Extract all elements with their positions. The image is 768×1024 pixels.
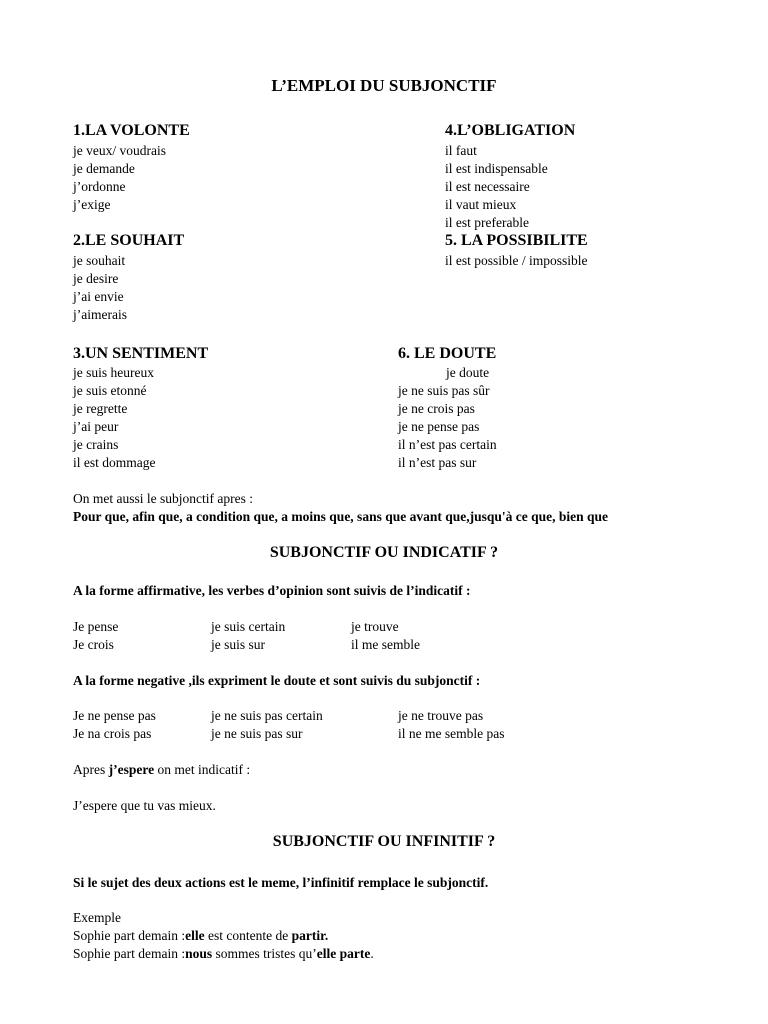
souhait-item: je souhait: [73, 253, 126, 268]
sentiment-item: je suis etonné: [73, 383, 147, 398]
espere-example: J’espere que tu vas mieux.: [73, 798, 216, 813]
conjunctions-list: Pour que, afin que, a condition que, a moins que, sans que avant que,jusqu'à ce que, bien que: [73, 509, 609, 524]
example-2: [73, 945, 374, 963]
souhait-item: j’aimerais: [73, 307, 127, 322]
negative-row-1-col-2: je ne suis pas certain: [211, 708, 323, 723]
example-2-a: Sophie part demain :: [73, 946, 186, 961]
sentiment-item: il est dommage: [73, 455, 156, 470]
page-title: L’EMPLOI DU SUBJONCTIF: [271, 76, 497, 95]
heading-obligation: 4.L’OBLIGATION: [445, 122, 576, 139]
sentiment-item: j’ai peur: [73, 419, 119, 434]
list-souhait: [73, 252, 127, 324]
affirmative-row-2-col-1: Je crois: [73, 637, 114, 652]
souhait-item: je desire: [73, 271, 119, 286]
example-1-b: elle: [185, 928, 205, 943]
espere-after: on met indicatif :: [154, 762, 251, 777]
heading-sentiment: 3.UN SENTIMENT: [73, 345, 209, 362]
heading-souhait: 2.LE SOUHAIT: [73, 232, 185, 249]
list-sentiment: [73, 364, 155, 472]
sentiment-item: je crains: [73, 437, 119, 452]
negative-row-2-col-1: Je na crois pas: [73, 726, 152, 741]
affirmative-row-1-col-3: je trouve: [351, 619, 399, 634]
example-1-d: partir.: [291, 928, 329, 943]
negative-rule: A la forme negative ,ils expriment le doute et sont suivis du subjonctif :: [73, 673, 481, 688]
negative-row-2-col-2: je ne suis pas sur: [211, 726, 303, 741]
volonte-item: j’exige: [73, 197, 111, 212]
list-volonte: [73, 142, 166, 214]
volonte-item: j’ordonne: [73, 179, 126, 194]
possibilite-item: il est possible / impossible: [445, 253, 588, 268]
heading-indicatif: SUBJONCTIF OU INDICATIF ?: [269, 544, 499, 561]
souhait-item: j’ai envie: [73, 289, 124, 304]
list-possibilite: [445, 252, 588, 270]
example-1-a: Sophie part demain :: [73, 928, 186, 943]
sentiment-item: je regrette: [73, 401, 128, 416]
espere-rule: [73, 761, 250, 779]
example-2-d: elle parte: [316, 946, 371, 961]
heading-doute: 6. LE DOUTE: [398, 345, 497, 362]
sentiment-item: je suis heureux: [73, 365, 154, 380]
heading-infinitif: SUBJONCTIF OU INFINITIF ?: [272, 833, 496, 850]
heading-possibilite: 5. LA POSSIBILITE: [445, 232, 588, 249]
espere-before: Apres: [73, 762, 109, 777]
obligation-item: il est necessaire: [445, 179, 530, 194]
conjunctions-intro: On met aussi le subjonctif apres :: [73, 491, 253, 506]
list-doute: [398, 364, 497, 472]
negative-row-2-col-3: il ne me semble pas: [398, 726, 505, 741]
doute-item: je ne suis pas sûr: [398, 383, 490, 398]
heading-volonte: 1.LA VOLONTE: [73, 122, 190, 139]
example-1: [73, 927, 328, 945]
volonte-item: je demande: [73, 161, 135, 176]
doute-item: il n’est pas sur: [398, 455, 477, 470]
example-1-c: est contente de: [204, 928, 292, 943]
example-label: Exemple: [73, 910, 121, 925]
negative-row-1-col-3: je ne trouve pas: [398, 708, 484, 723]
example-2-c: sommes tristes qu’: [212, 946, 317, 961]
doute-item: je ne pense pas: [398, 419, 480, 434]
example-2-b: nous: [185, 946, 213, 961]
affirmative-row-2-col-2: je suis sur: [211, 637, 265, 652]
infinitif-rule: Si le sujet des deux actions est le meme, l’infinitif remplace le subjonctif.: [73, 875, 489, 890]
doute-item: il n’est pas certain: [398, 437, 497, 452]
negative-row-1-col-1: Je ne pense pas: [73, 708, 156, 723]
obligation-item: il faut: [445, 143, 477, 158]
affirmative-row-1-col-2: je suis certain: [211, 619, 286, 634]
affirmative-row-1-col-1: Je pense: [73, 619, 119, 634]
volonte-item: je veux/ voudrais: [73, 143, 166, 158]
example-2-e: .: [370, 946, 374, 961]
obligation-item: il est indispensable: [445, 161, 548, 176]
list-obligation: [445, 142, 548, 232]
obligation-item: il est preferable: [445, 215, 529, 230]
doute-item: je ne crois pas: [398, 401, 475, 416]
affirmative-rule: A la forme affirmative, les verbes d’opinion sont suivis de l’indicatif :: [73, 583, 471, 598]
espere-bold: j’espere: [108, 762, 155, 777]
doute-item: je doute: [446, 365, 490, 380]
obligation-item: il vaut mieux: [445, 197, 517, 212]
affirmative-row-2-col-3: il me semble: [351, 637, 420, 652]
